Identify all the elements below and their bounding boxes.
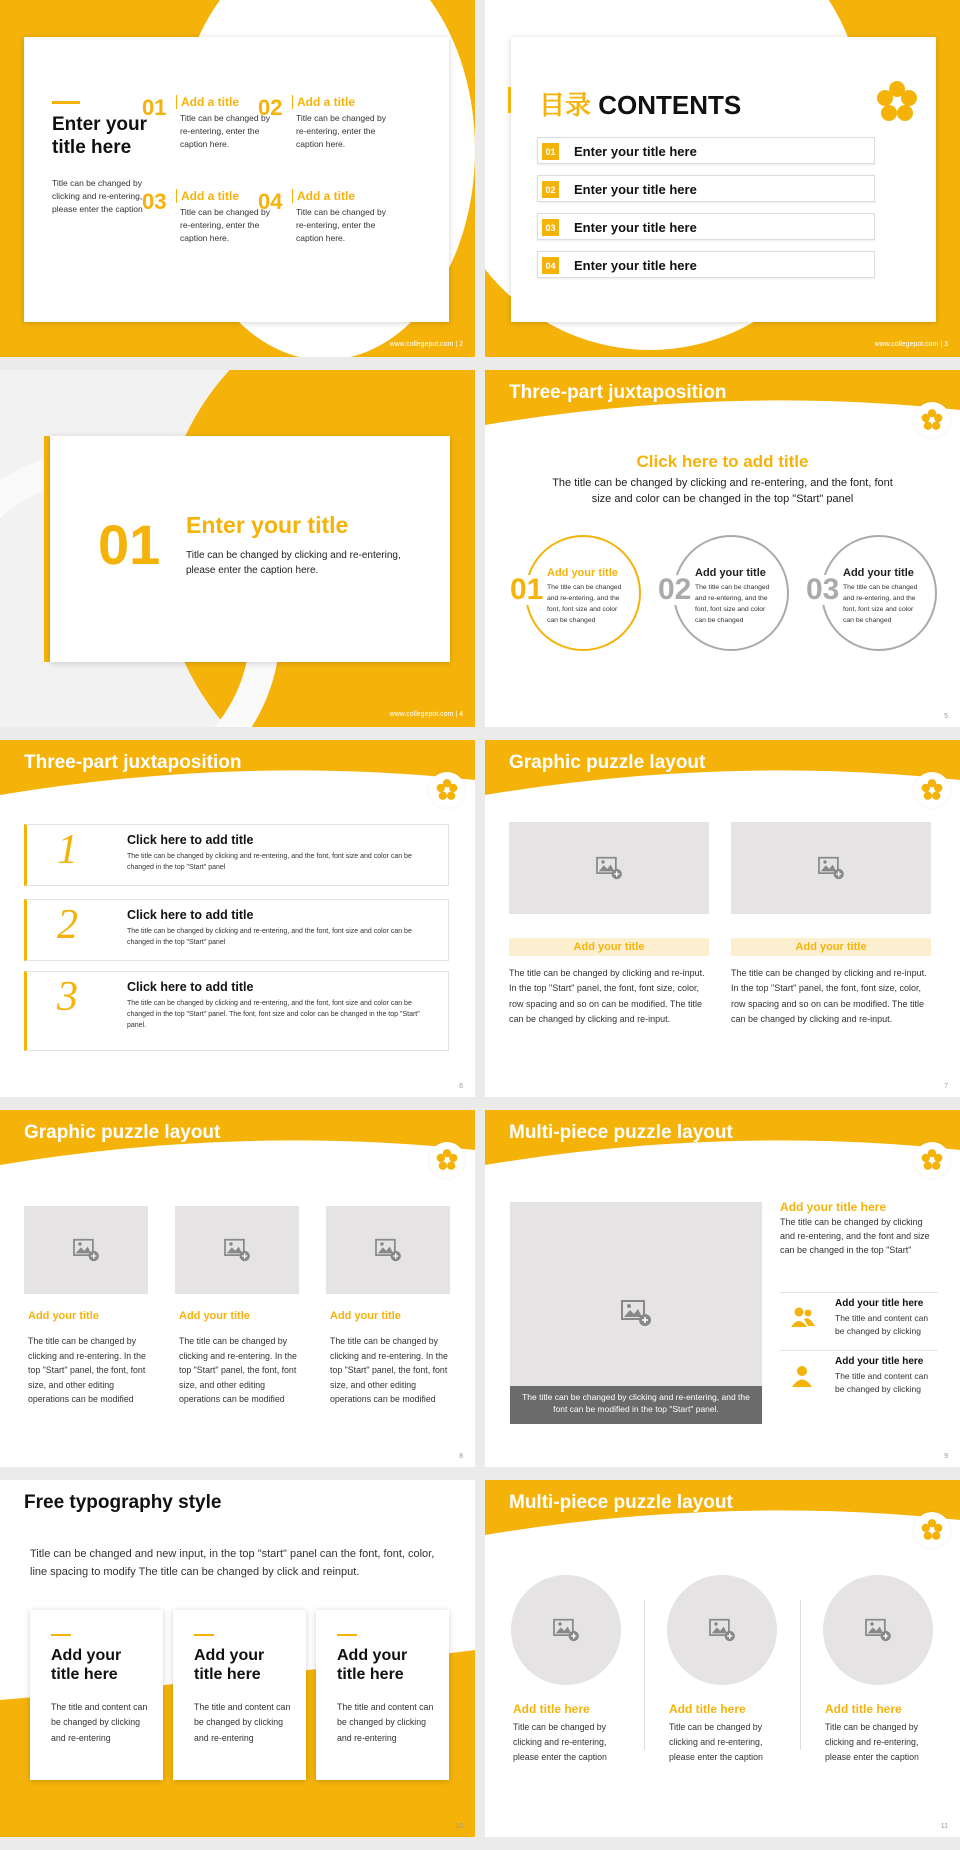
image-caption[interactable]: The title can be changed by clicking and re-entering, and the font can be modified in the top "Start" panel. <box>510 1386 762 1424</box>
item-number[interactable]: 02 <box>258 95 283 120</box>
item-text[interactable]: Title can be changed by re-entering, enter the caption here. <box>296 207 386 244</box>
contents-item-number: 04 <box>542 257 559 274</box>
image-placeholder[interactable] <box>175 1206 299 1294</box>
column-title[interactable]: Add your title <box>179 1310 250 1322</box>
list-item-text: The title can be changed by clicking and re-entering, and the font, font size and color can be changed in the top "Start" panel. The font, font size and color can be changed in the top "Start" panel. <box>127 1000 420 1030</box>
contents-item-number: 03 <box>542 219 559 236</box>
circle-number: 03 <box>806 573 840 606</box>
text-card[interactable] <box>173 1610 306 1780</box>
image-placeholder[interactable] <box>823 1575 933 1685</box>
accent-bar <box>508 87 511 113</box>
contents-heading <box>539 85 741 122</box>
main-title[interactable]: Click here to add title <box>636 452 809 471</box>
contents-item[interactable] <box>537 137 875 164</box>
slide-11[interactable] <box>485 1480 960 1837</box>
flower-icon <box>429 1142 465 1178</box>
slide-7[interactable] <box>485 740 960 1097</box>
contents-card <box>511 37 936 322</box>
slide-3[interactable] <box>485 0 960 357</box>
add-image-icon <box>223 1238 251 1262</box>
flower-icon <box>914 1512 950 1548</box>
slide-2[interactable] <box>0 0 475 357</box>
item-title[interactable]: Add a title <box>292 189 355 203</box>
add-image-icon <box>374 1238 402 1262</box>
item-icon <box>790 1364 814 1393</box>
column-text[interactable]: Title can be changed by clicking and re-entering, please enter the caption <box>669 1722 763 1762</box>
accent-bar <box>52 101 80 104</box>
column-text[interactable]: The title can be changed by clicking and re-entering. In the top "Start" panel, the font, font size, and other editing operations can be modified <box>330 1336 448 1404</box>
contents-item[interactable] <box>537 251 875 278</box>
header-title[interactable]: Multi-piece puzzle layout <box>509 1492 733 1513</box>
section-card <box>50 436 450 662</box>
flower-icon <box>914 1142 950 1178</box>
add-image-icon <box>620 1299 652 1327</box>
list-item-number: 1 <box>57 827 78 873</box>
list-item-text: The title can be changed by clicking and re-entering, and the font, font size and color can be changed in the top "Start" panel <box>127 853 412 872</box>
slide-4[interactable] <box>0 370 475 727</box>
divider <box>644 1600 645 1750</box>
column-text[interactable]: The title can be changed by clicking and re-input. In the top "Start" panel, the font, font size, color, row spacing and so on can be modified. The title can be changed by clicking and re-input. <box>509 968 705 1024</box>
contents-item-number: 02 <box>542 181 559 198</box>
flower-icon <box>872 77 922 132</box>
column-title[interactable]: Add your title <box>731 938 931 956</box>
user-icon <box>790 1364 814 1388</box>
section-caption[interactable]: Title can be changed by clicking and re-entering, please enter the caption here. <box>186 550 401 576</box>
item-title[interactable]: Add a title <box>292 95 355 109</box>
image-placeholder[interactable] <box>731 822 931 914</box>
circle-text: The title can be changed and re-entering, and the font, font size and color can be changed <box>547 584 622 624</box>
column-title[interactable]: Add your title <box>330 1310 401 1322</box>
header-title[interactable]: Graphic puzzle layout <box>509 752 706 773</box>
item-text[interactable]: The title and content can be changed by clicking <box>835 1313 929 1337</box>
item-title[interactable]: Add a title <box>176 95 239 109</box>
contents-item-label: Enter your title here <box>574 258 697 273</box>
image-placeholder[interactable] <box>509 822 709 914</box>
circle-text: The title can be changed and re-entering, and the font, font size and color can be changed <box>843 584 918 624</box>
divider <box>800 1600 801 1750</box>
slide-10[interactable] <box>0 1480 475 1837</box>
item-title[interactable]: Add a title <box>176 189 239 203</box>
footer: www.collegepot.com | 4 <box>389 711 463 718</box>
card-title: Add your title here <box>194 1647 265 1684</box>
add-image-icon <box>595 856 623 880</box>
text-card[interactable] <box>30 1610 163 1780</box>
image-placeholder[interactable] <box>326 1206 450 1294</box>
column-title[interactable]: Add your title <box>28 1310 99 1322</box>
item-number[interactable]: 04 <box>258 189 283 214</box>
contents-item-label: Enter your title here <box>574 220 697 235</box>
item-number[interactable]: 03 <box>142 189 167 214</box>
item-text[interactable]: Title can be changed by re-entering, enter the caption here. <box>180 113 270 150</box>
slide-6[interactable] <box>0 740 475 1097</box>
column-title[interactable]: Add title here <box>669 1702 746 1716</box>
circle-title: Add your title <box>547 567 618 579</box>
list-item-number: 2 <box>57 902 78 948</box>
item-title[interactable]: Add your title here <box>835 1298 924 1309</box>
item-title[interactable]: Add your title here <box>835 1356 924 1367</box>
header-band <box>0 1110 475 1180</box>
slide-title[interactable]: Enter your title here <box>52 114 148 159</box>
footer: www.collegepot.com | 3 <box>874 341 948 348</box>
content-card <box>24 37 449 322</box>
column-text[interactable]: Title can be changed by clicking and re-entering, please enter the caption <box>825 1722 919 1762</box>
header-band <box>485 370 960 440</box>
text-card[interactable] <box>316 1610 449 1780</box>
card-text: The title and content can be changed by clicking and re-entering <box>194 1702 291 1743</box>
section-title[interactable]: Enter your title <box>186 512 349 538</box>
item-text[interactable]: Title can be changed by re-entering, enter the caption here. <box>296 113 386 150</box>
contents-item-number: 01 <box>542 143 559 160</box>
slide-9[interactable] <box>485 1110 960 1467</box>
item-text[interactable]: Title can be changed by re-entering, enter the caption here. <box>180 207 270 244</box>
divider <box>780 1292 938 1293</box>
contents-item-label: Enter your title here <box>574 182 697 197</box>
divider <box>780 1350 938 1351</box>
header-title[interactable]: Graphic puzzle layout <box>24 1122 221 1143</box>
list-item-text: The title can be changed by clicking and re-entering, and the font, font size and color can be changed in the top "Start" panel <box>127 928 412 947</box>
column-title[interactable]: Add title here <box>825 1702 902 1716</box>
card-title: Add your title here <box>337 1647 408 1684</box>
intro-text[interactable]: Title can be changed and new input, in the top "start" panel can the font, font, color, line spacing to modify The title can be changed by click and reinput. <box>30 1548 435 1578</box>
page-number: 9 <box>944 1453 948 1460</box>
header-band <box>485 740 960 810</box>
slide-8[interactable] <box>0 1110 475 1467</box>
column-title[interactable]: Add title here <box>513 1702 590 1716</box>
page-number: 7 <box>944 1083 948 1090</box>
list-item-number: 3 <box>57 974 78 1020</box>
contents-title-cn[interactable]: 目录 <box>539 90 592 120</box>
add-image-icon <box>817 856 845 880</box>
card-title: Add your title here <box>51 1647 122 1684</box>
flower-icon <box>914 772 950 808</box>
add-image-icon <box>708 1618 736 1642</box>
header-title[interactable]: Three-part juxtaposition <box>509 382 727 403</box>
circle-title: Add your title <box>695 567 766 579</box>
add-image-icon <box>552 1618 580 1642</box>
side-title[interactable]: Add your title here <box>780 1200 887 1214</box>
add-image-icon <box>72 1238 100 1262</box>
column-text[interactable]: Title can be changed by clicking and re-entering, please enter the caption <box>513 1722 607 1762</box>
accent-bar <box>337 1634 357 1636</box>
list-item[interactable] <box>24 899 449 961</box>
slide-5[interactable] <box>485 370 960 727</box>
section-number[interactable]: 01 <box>98 513 161 576</box>
list-item[interactable] <box>24 971 449 1051</box>
slide-caption[interactable]: Title can be changed by clicking and re-entering, please enter the caption <box>52 178 143 215</box>
header-band <box>485 1480 960 1550</box>
contents-item-label: Enter your title here <box>574 144 697 159</box>
header-title[interactable]: Three-part juxtaposition <box>24 752 242 773</box>
list-item-title: Click here to add title <box>127 833 254 847</box>
column-title[interactable]: Add your title <box>509 938 709 956</box>
circle-number: 02 <box>658 573 692 606</box>
flower-icon <box>429 772 465 808</box>
side-text[interactable]: The title can be changed by clicking and re-entering, and the font and size can be changed in the top "Start" <box>780 1217 930 1255</box>
header-band <box>0 740 475 810</box>
column-text[interactable]: The title can be changed by clicking and re-entering. In the top "Start" panel, the font, font size, and other editing operations can be modified <box>179 1336 297 1404</box>
page-number: 6 <box>459 1083 463 1090</box>
image-placeholder[interactable] <box>511 1575 621 1685</box>
header-band <box>485 1110 960 1180</box>
image-placeholder[interactable] <box>24 1206 148 1294</box>
page-number: 11 <box>940 1823 948 1830</box>
header-title[interactable]: Multi-piece puzzle layout <box>509 1122 733 1143</box>
list-item-title: Click here to add title <box>127 980 254 994</box>
page-number: 5 <box>944 713 948 720</box>
circle-title: Add your title <box>843 567 914 579</box>
flower-icon <box>914 402 950 438</box>
list-item-title: Click here to add title <box>127 908 254 922</box>
accent-bar <box>51 1634 71 1636</box>
item-icon <box>790 1306 816 1333</box>
add-image-icon <box>864 1618 892 1642</box>
column-text[interactable]: The title can be changed by clicking and re-input. In the top "Start" panel, the font, font size, color, row spacing and so on can be modified. The title can be changed by clicking and re-input. <box>731 968 927 1024</box>
contents-item[interactable] <box>537 213 875 240</box>
column-text[interactable]: The title can be changed by clicking and re-entering. In the top "Start" panel, the font, font size, and other editing operations can be modified <box>28 1336 146 1404</box>
header-title[interactable]: Free typography style <box>24 1492 222 1513</box>
card-text: The title and content can be changed by clicking and re-entering <box>51 1702 148 1743</box>
card-text: The title and content can be changed by clicking and re-entering <box>337 1702 434 1743</box>
accent-bar <box>194 1634 214 1636</box>
contents-item[interactable] <box>537 175 875 202</box>
contents-title-en[interactable]: CONTENTS <box>598 90 742 120</box>
circle-text: The title can be changed and re-entering, and the font, font size and color can be changed <box>695 584 770 624</box>
list-item[interactable] <box>24 824 449 886</box>
team-icon <box>790 1306 816 1328</box>
item-number[interactable]: 01 <box>142 95 167 120</box>
circle-number: 01 <box>510 573 544 606</box>
page-number: 8 <box>459 1453 463 1460</box>
image-placeholder[interactable] <box>667 1575 777 1685</box>
footer: www.collegepot.com | 2 <box>389 341 463 348</box>
item-text[interactable]: The title and content can be changed by clicking <box>835 1371 929 1395</box>
main-subtitle[interactable]: The title can be changed by clicking and re-entering, and the font, font size and color can be changed in the top "Start" panel <box>552 477 893 505</box>
page-number: 10 <box>455 1823 463 1830</box>
